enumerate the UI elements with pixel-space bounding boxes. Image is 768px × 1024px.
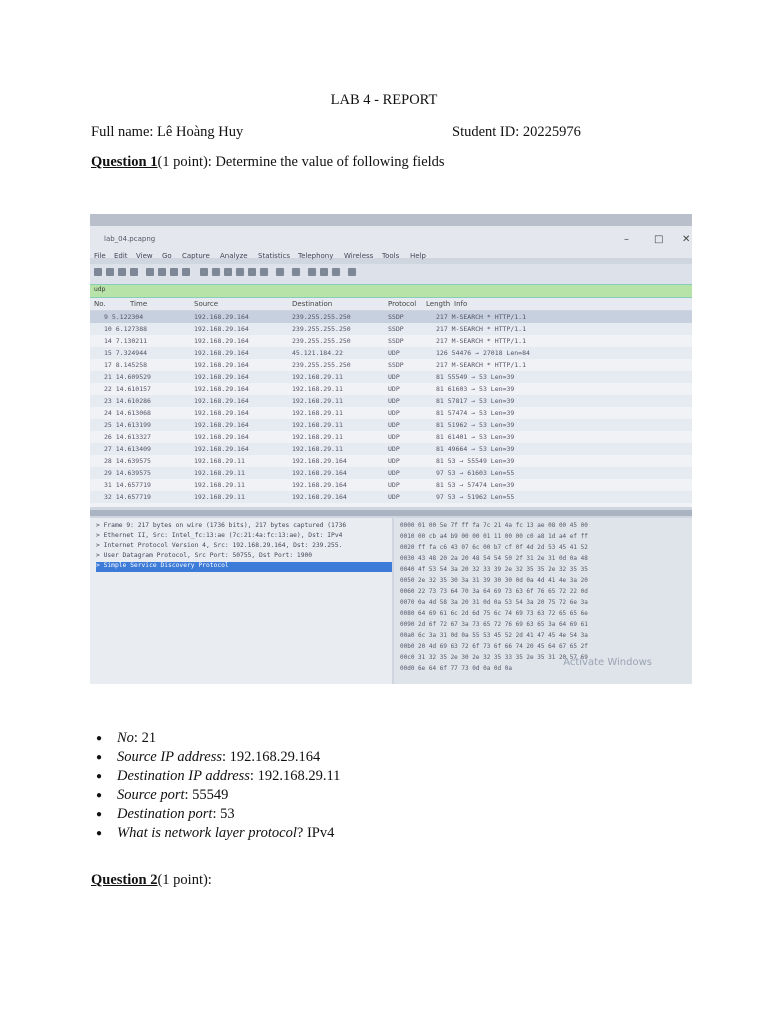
packet-list [90,311,692,507]
packet-proto: SSDP [388,325,404,333]
pane-separator[interactable] [90,510,692,516]
packet-src: 192.168.29.164 [194,409,249,417]
answer-value: : 21 [133,730,157,746]
menu-go[interactable]: Go [162,252,172,260]
student-id: Student ID: 20225976 [452,124,581,140]
bullet-icon: ● [96,809,103,820]
menu-edit[interactable]: Edit [114,252,128,260]
col-time[interactable]: Time [130,300,148,308]
packet-info: 81 53 → 55549 Len=39 [436,457,515,465]
options-icon[interactable] [130,268,138,276]
detail-row[interactable]: > Simple Service Discovery Protocol [96,562,392,572]
packet-row[interactable] [90,407,692,419]
menu-capture[interactable]: Capture [182,252,210,260]
packet-proto: UDP [388,409,400,417]
zoom-in-icon[interactable] [308,268,316,276]
packet-no-time: 29 14.639575 [104,469,151,477]
packet-proto: UDP [388,445,400,453]
save-file-icon[interactable] [158,268,166,276]
packet-info: 81 55549 → 53 Len=39 [436,373,515,381]
packet-info: 81 57817 → 53 Len=39 [436,397,515,405]
packet-no-time: 31 14.657719 [104,481,151,489]
maximize-icon[interactable]: □ [654,234,664,245]
packet-info: 97 53 → 51962 Len=55 [436,493,515,501]
packet-proto: SSDP [388,313,404,321]
hex-row: 0000 01 00 5e 7f ff fa 7c 21 4a fc 13 ae 08 00 45 00 [400,522,588,529]
bullet-icon: ● [96,790,103,801]
packet-src: 192.168.29.164 [194,337,249,345]
menu-analyze[interactable]: Analyze [220,252,248,260]
autoscroll-icon[interactable] [276,268,284,276]
packet-src: 192.168.29.11 [194,469,245,477]
answer-label: Destination IP address [117,768,250,784]
packet-dst: 192.168.29.11 [292,397,343,405]
col-destination[interactable]: Destination [292,300,333,308]
find-icon[interactable] [200,268,208,276]
answer-value: : 55549 [184,787,229,803]
minimize-icon[interactable]: – [624,234,629,245]
wireshark-photo [90,214,692,684]
packet-dst: 192.168.29.11 [292,445,343,453]
hex-row: 00a0 6c 3a 31 0d 0a 55 53 45 52 2d 41 47 45 4e 54 3a [400,632,588,639]
colorize-icon[interactable] [292,268,300,276]
hex-row: 0040 4f 53 54 3a 20 32 33 39 2e 32 35 35 2e 32 35 35 [400,566,588,573]
packet-row[interactable] [90,347,692,359]
answer-label: Source port [117,787,185,803]
packet-src: 192.168.29.164 [194,313,249,321]
packet-details [90,518,392,684]
packet-proto: UDP [388,433,400,441]
full-name: Full name: Lê Hoàng Huy [91,124,244,140]
answer-value: ? IPv4 [296,825,335,841]
packet-dst: 192.168.29.11 [292,421,343,429]
packet-dst: 192.168.29.11 [292,373,343,381]
packet-src: 192.168.29.164 [194,445,249,453]
hex-row: 0070 0a 4d 58 3a 20 31 0d 0a 53 54 3a 20 75 72 6e 3a [400,599,588,606]
packet-dst: 192.168.29.11 [292,409,343,417]
col-length[interactable]: Length [426,300,451,308]
packet-no-time: 17 8.145258 [104,361,148,369]
packet-no-time: 25 14.613199 [104,421,151,429]
first-packet-icon[interactable] [248,268,256,276]
packet-proto: UDP [388,493,400,501]
menu-telephony[interactable]: Telephony [298,252,334,260]
hex-row: 0060 22 73 73 64 70 3a 64 69 73 63 6f 76 65 72 22 0d [400,588,588,595]
col-protocol[interactable]: Protocol [388,300,417,308]
menu-file[interactable]: File [94,252,106,260]
packet-proto: UDP [388,349,400,357]
col-no[interactable]: No. [94,300,106,308]
packet-dst: 239.255.255.250 [292,361,351,369]
last-packet-icon[interactable] [260,268,268,276]
answer-label: Source IP address [117,749,222,765]
packet-row[interactable] [90,443,692,455]
packet-info: 126 54476 → 27018 Len=84 [436,349,530,357]
question-1-text: (1 point): Determine the value of following fields [157,154,445,170]
packet-src: 192.168.29.164 [194,385,249,393]
bullet-icon: ● [96,752,103,763]
answer-value: : 53 [212,806,235,822]
packet-src: 192.168.29.164 [194,433,249,441]
packet-proto: UDP [388,421,400,429]
packet-no-time: 9 5.122304 [104,313,144,321]
close-icon[interactable]: ✕ [682,234,691,245]
packet-dst: 239.255.255.250 [292,337,351,345]
answer-item [96,805,340,824]
packet-proto: UDP [388,469,400,477]
packet-src: 192.168.29.164 [194,421,249,429]
close-file-icon[interactable] [170,268,178,276]
answer-item [96,748,340,767]
display-filter-bar[interactable] [90,284,692,298]
restart-capture-icon[interactable] [118,268,126,276]
answers-list [96,729,341,843]
packet-no-time: 26 14.613327 [104,433,151,441]
packet-row[interactable] [90,431,692,443]
bullet-icon: ● [96,828,103,839]
packet-no-time: 32 14.657719 [104,493,151,501]
hex-row: 00c0 31 32 35 2e 30 2e 32 35 33 35 2e 35 31 20 57 69 [400,654,588,661]
packet-info: 217 M-SEARCH * HTTP/1.1 [436,325,527,333]
zoom-out-icon[interactable] [320,268,328,276]
question-2 [91,872,212,889]
packet-no-time: 24 14.613068 [104,409,151,417]
menu-view[interactable]: View [136,252,153,260]
packet-dst: 192.168.29.164 [292,469,347,477]
answer-item [96,729,340,748]
report-title: LAB 4 - REPORT [330,92,438,108]
packet-row[interactable] [90,371,692,383]
answer-label: No [117,730,134,746]
packet-no-time: 23 14.610286 [104,397,151,405]
packet-proto: SSDP [388,361,404,369]
packet-row[interactable] [90,335,692,347]
start-capture-icon[interactable] [94,268,102,276]
packet-no-time: 10 6.127388 [104,325,148,333]
bullet-icon: ● [96,771,103,782]
menu-wireless[interactable]: Wireless [344,252,374,260]
packet-info: 81 51962 → 53 Len=39 [436,421,515,429]
packet-dst: 239.255.255.250 [292,325,351,333]
packet-proto: UDP [388,385,400,393]
toolbar [90,264,692,284]
packet-no-time: 22 14.610157 [104,385,151,393]
answer-label: What is network layer protocol [117,825,297,841]
packet-row[interactable] [90,311,692,323]
col-info[interactable]: Info [454,300,468,308]
packet-src: 192.168.29.11 [194,481,245,489]
packet-src: 192.168.29.164 [194,373,249,381]
hex-row: 0020 ff fa c6 43 07 6c 00 b7 cf 0f 4d 2d 53 45 41 52 [400,544,588,551]
packet-row[interactable] [90,479,692,491]
menu-statistics[interactable]: Statistics [258,252,290,260]
question-2-heading: Question 2 [91,872,158,888]
forward-icon[interactable] [224,268,232,276]
hex-row: 00d0 6e 64 6f 77 73 0d 0a 0d 0a [400,665,512,672]
answer-value: : 192.168.29.164 [221,749,321,765]
packet-proto: UDP [388,457,400,465]
col-source[interactable]: Source [194,300,219,308]
packet-info: 97 53 → 61603 Len=55 [436,469,515,477]
packet-src: 192.168.29.11 [194,457,245,465]
ruler [90,214,692,226]
bullet-icon: ● [96,733,103,744]
packet-info: 81 61603 → 53 Len=39 [436,385,515,393]
packet-dst: 192.168.29.164 [292,481,347,489]
packet-proto: UDP [388,397,400,405]
question-1-heading: Question 1 [91,154,158,170]
packet-info: 81 61401 → 53 Len=39 [436,433,515,441]
open-file-icon[interactable] [146,268,154,276]
hex-row: 00b0 20 4d 69 63 72 6f 73 6f 66 74 20 45 64 67 65 2f [400,643,588,650]
packet-list-header [90,298,692,310]
packet-no-time: 21 14.609529 [104,373,151,381]
menu-tools[interactable]: Tools [382,252,400,260]
menu-bar [90,250,692,264]
hex-row: 0080 64 69 61 6c 2d 6d 75 6c 74 69 73 63 72 65 65 6e [400,610,588,617]
packet-dst: 192.168.29.11 [292,385,343,393]
window-title: lab_04.pcapng [104,235,156,243]
reload-icon[interactable] [182,268,190,276]
packet-src: 192.168.29.164 [194,361,249,369]
packet-src: 192.168.29.164 [194,397,249,405]
packet-info: 217 M-SEARCH * HTTP/1.1 [436,313,527,321]
packet-row[interactable] [90,467,692,479]
answer-value: : 192.168.29.11 [249,768,341,784]
packet-row[interactable] [90,491,692,503]
answer-item [96,824,340,843]
packet-info: 81 57474 → 53 Len=39 [436,409,515,417]
packet-row[interactable] [90,323,692,335]
packet-no-time: 15 7.324944 [104,349,148,357]
hex-row: 0030 43 48 20 2a 20 48 54 54 50 2f 31 2e 31 0d 0a 48 [400,555,588,562]
packet-info: 81 53 → 57474 Len=39 [436,481,515,489]
answer-item [96,786,340,805]
packet-row[interactable] [90,395,692,407]
detail-row[interactable]: > Ethernet II, Src: Intel_fc:13:ae (7c:21:4a:fc:13:ae), Dst: IPv4 [96,532,343,539]
packet-info: 81 49664 → 53 Len=39 [436,445,515,453]
display-filter-input[interactable]: udp [94,286,106,293]
resize-columns-icon[interactable] [348,268,356,276]
packet-no-time: 27 14.613409 [104,445,151,453]
packet-no-time: 14 7.130211 [104,337,148,345]
hex-row: 0010 00 cb a4 b9 00 00 01 11 00 00 c0 a8 1d a4 ef ff [400,533,588,540]
activate-windows-watermark: Activate Windows [563,657,652,668]
packet-src: 192.168.29.164 [194,349,249,357]
question-2-text: (1 point): [157,872,212,888]
packet-proto: UDP [388,481,400,489]
packet-proto: SSDP [388,337,404,345]
detail-row[interactable]: > User Datagram Protocol, Src Port: 50755, Dst Port: 1900 [96,552,313,559]
packet-dst: 192.168.29.164 [292,457,347,465]
packet-row[interactable] [90,383,692,395]
hex-row: 0050 2e 32 35 30 3a 31 39 30 30 0d 0a 4d 41 4e 3a 20 [400,577,588,584]
answer-item [96,767,341,786]
menu-help[interactable]: Help [410,252,426,260]
packet-row[interactable] [90,359,692,371]
hex-row: 0090 2d 6f 72 67 3a 73 65 72 76 69 63 65 3a 64 69 61 [400,621,588,628]
packet-row[interactable] [90,419,692,431]
packet-proto: UDP [388,373,400,381]
zoom-reset-icon[interactable] [332,268,340,276]
stop-capture-icon[interactable] [106,268,114,276]
packet-no-time: 28 14.639575 [104,457,151,465]
packet-info: 217 M-SEARCH * HTTP/1.1 [436,361,527,369]
packet-row[interactable] [90,455,692,467]
packet-dst: 45.121.184.22 [292,349,343,357]
packet-dst: 192.168.29.164 [292,493,347,501]
back-icon[interactable] [212,268,220,276]
go-to-packet-icon[interactable] [236,268,244,276]
detail-row[interactable]: > Internet Protocol Version 4, Src: 192.168.29.164, Dst: 239.255. [96,542,343,549]
packet-dst: 192.168.29.11 [292,433,343,441]
question-1 [91,154,445,171]
packet-dst: 239.255.255.250 [292,313,351,321]
packet-src: 192.168.29.11 [194,493,245,501]
answer-label: Destination port [117,806,213,822]
detail-row[interactable]: > Frame 9: 217 bytes on wire (1736 bits), 217 bytes captured (1736 [96,522,347,529]
packet-src: 192.168.29.164 [194,325,249,333]
packet-info: 217 M-SEARCH * HTTP/1.1 [436,337,527,345]
